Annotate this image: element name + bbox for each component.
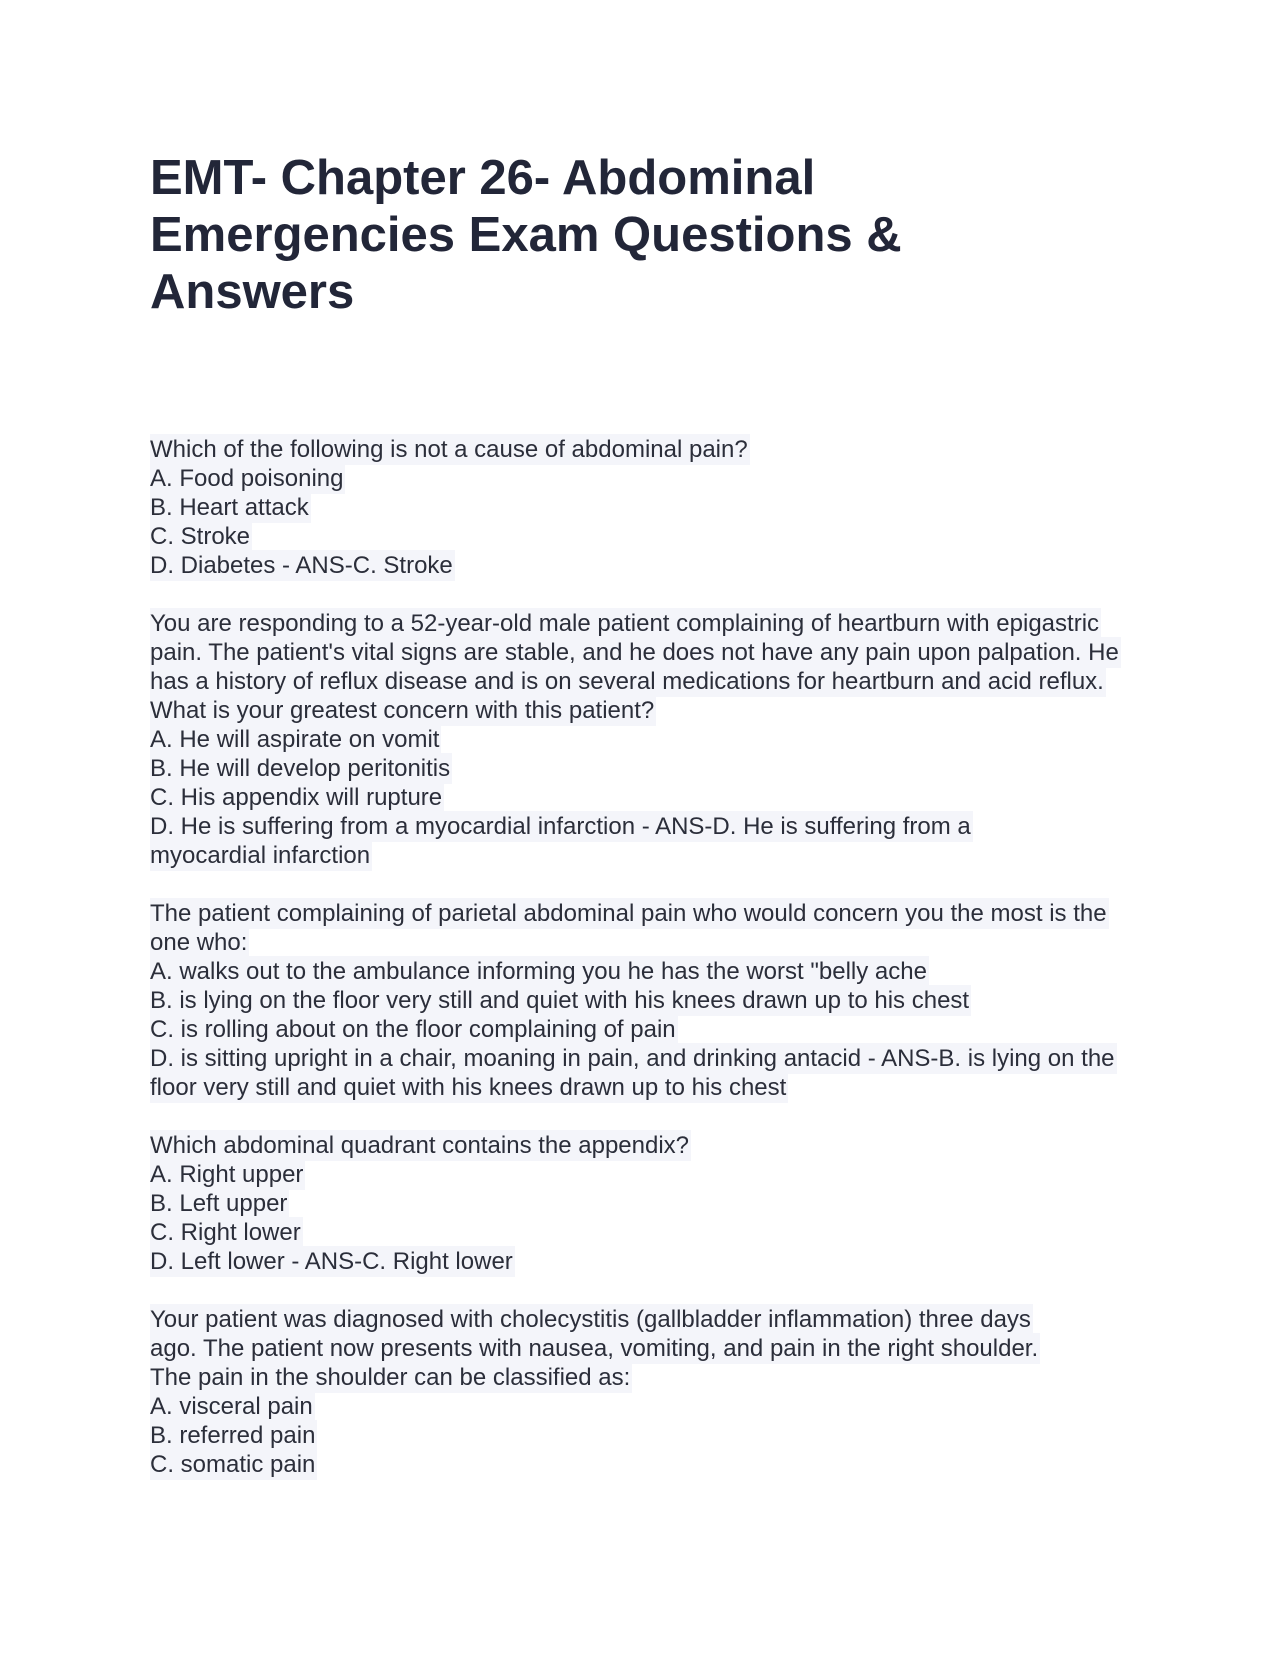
question-text: Which abdominal quadrant contains the appendix? xyxy=(150,1132,690,1159)
question-block xyxy=(150,609,1130,870)
question-text: Which of the following is not a cause of abdominal pain? xyxy=(150,436,748,463)
answer-option: C. Right lower xyxy=(150,1219,301,1246)
question-block xyxy=(150,1305,1130,1479)
answer-option: B. is lying on the floor very still and quiet with his knees drawn up to his chest xyxy=(150,987,970,1014)
question-list xyxy=(150,435,1130,1479)
question-text: You are responding to a 52-year-old male patient complaining of heartburn with epigastric pain. The patient's vital signs are stable, and he does not have any pain upon palpation. He has a history of reflux disease and is on several medications for heartburn and acid reflux. What is your greatest concern with this patient? xyxy=(150,610,1119,724)
answer-option: D. Left lower - ANS-C. Right lower xyxy=(150,1248,513,1275)
question-text: Your patient was diagnosed with cholecystitis (gallbladder inflammation) three days ago. The patient now presents with nausea, vomiting, and pain in the right shoulder. The pain in the shoulder can be classified as: xyxy=(150,1306,1039,1391)
answer-option: A. Right upper xyxy=(150,1161,304,1188)
answer-option: C. His appendix will rupture xyxy=(150,784,443,811)
answer-option: C. Stroke xyxy=(150,523,251,550)
answer-option: A. walks out to the ambulance informing you he has the worst "belly ache xyxy=(150,958,927,985)
answer-option: C. is rolling about on the floor complaining of pain xyxy=(150,1016,676,1043)
answer-option: D. He is suffering from a myocardial infarction - ANS-D. He is suffering from a myocardial infarction xyxy=(150,813,971,869)
answer-option: D. is sitting upright in a chair, moaning in pain, and drinking antacid - ANS-B. is lying on the floor very still and quiet with his knees drawn up to his chest xyxy=(150,1045,1115,1101)
answer-option: A. Food poisoning xyxy=(150,465,344,492)
document-page xyxy=(150,150,1130,1508)
question-block xyxy=(150,899,1130,1102)
question-block xyxy=(150,1131,1130,1276)
answer-option: D. Diabetes - ANS-C. Stroke xyxy=(150,552,453,579)
answer-option: B. He will develop peritonitis xyxy=(150,755,451,782)
answer-option: A. He will aspirate on vomit xyxy=(150,726,440,753)
answer-option: C. somatic pain xyxy=(150,1451,316,1478)
answer-option: B. Left upper xyxy=(150,1190,288,1217)
page-title: EMT- Chapter 26- Abdominal Emergencies Exam Questions & Answers xyxy=(150,151,902,319)
answer-option: A. visceral pain xyxy=(150,1393,313,1420)
question-block xyxy=(150,435,1130,580)
question-text: The patient complaining of parietal abdominal pain who would concern you the most is the one who: xyxy=(150,900,1107,956)
answer-option: B. referred pain xyxy=(150,1422,316,1449)
answer-option: B. Heart attack xyxy=(150,494,309,521)
